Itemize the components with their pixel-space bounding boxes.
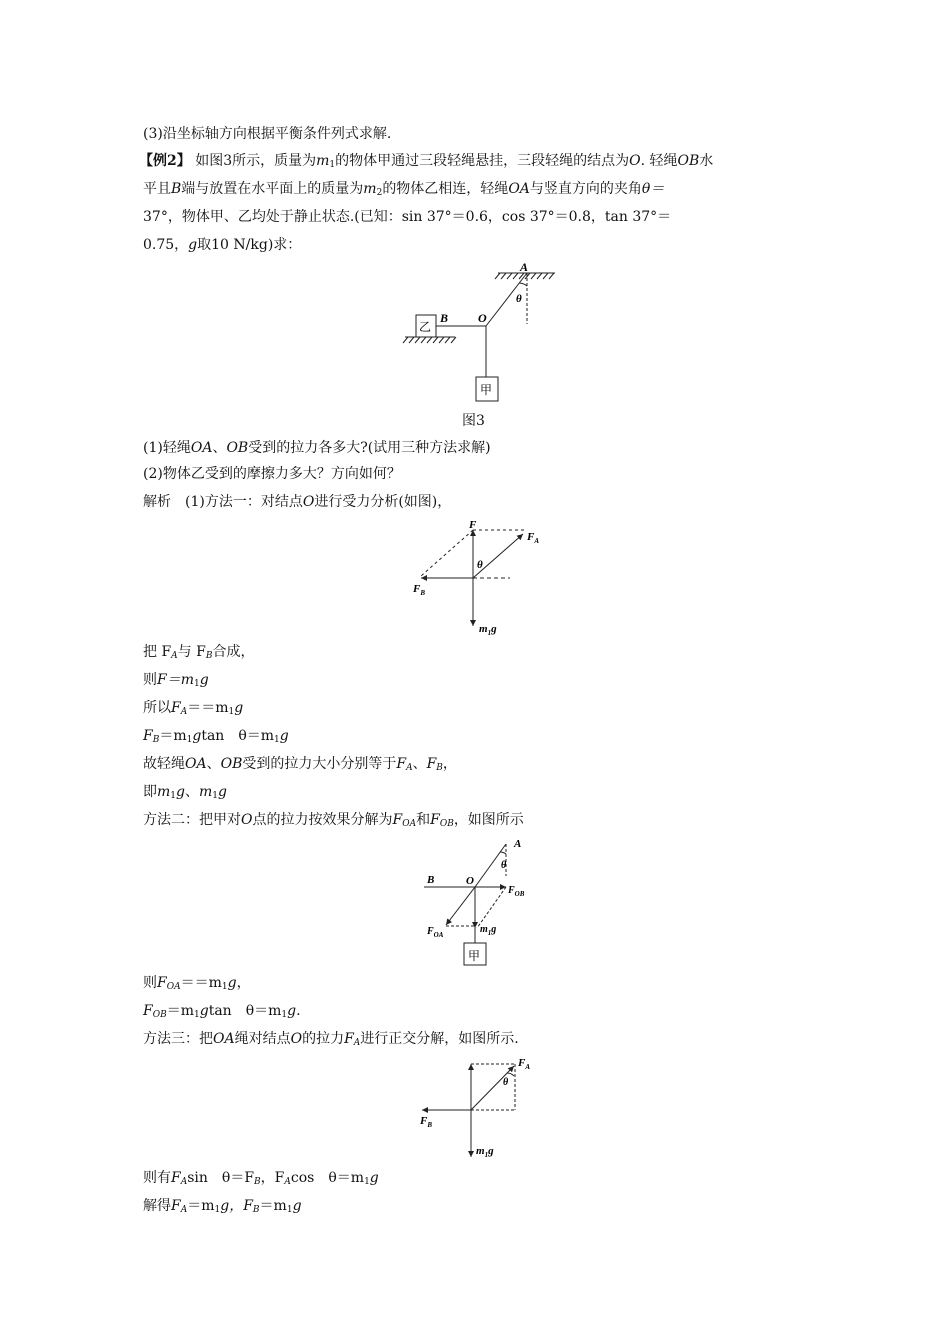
question-2: (2)物体乙受到的摩擦力多大？方向如何？ bbox=[143, 466, 401, 482]
method-3-step-1: 则有$F_A\sin$ $\theta=F_B$，$F_A\cos$ $\theta=m_1g$ bbox=[143, 1170, 379, 1187]
method-3-head: 方法三：把OA绳对结点O的拉力$F_A$进行正交分解，如图所示. bbox=[143, 1031, 519, 1048]
example-line-2: 平且B端与放置在水平面上的质量为$m_2$的物体乙相连，轻绳OA与竖直方向的夹角θ＝ bbox=[143, 181, 665, 198]
fig3b-label-theta: θ bbox=[503, 1077, 509, 1088]
fig1-label-fb: $F_B$ bbox=[413, 583, 426, 597]
example-line-4: 0.75，g取10 N/kg)求： bbox=[143, 237, 302, 253]
fig3-label-a: A bbox=[520, 262, 529, 274]
force-diagram-3 bbox=[410, 1054, 550, 1164]
fig1-label-fa: $F_A$ bbox=[527, 531, 540, 545]
fig2-box-jia: 甲 bbox=[468, 949, 481, 963]
step-4: $F_B=m_1gtan$ $\theta=m_1g$ bbox=[143, 728, 289, 745]
fig3b-label-fb: $F_B$ bbox=[420, 1115, 433, 1129]
question-1: (1)轻绳OA、OB受到的拉力各多大?(试用三种方法求解) bbox=[143, 440, 491, 456]
example-line-3: 37°，物体甲、乙均处于静止状态.(已知：sin 37°＝0.6，cos 37°＝0.8，tan 37°＝ bbox=[143, 209, 672, 225]
method-3-step-2: 解得$F_A=m_1g$，$F_B=m_1g$ bbox=[143, 1198, 302, 1215]
box-jia-label: 甲 bbox=[480, 383, 493, 397]
fig2-label-fob: $F_{OB}$ bbox=[508, 885, 525, 898]
fig1-label-f: F bbox=[469, 519, 477, 531]
box-yi-label: 乙 bbox=[419, 320, 432, 334]
fig2-label-o: O bbox=[466, 875, 474, 887]
fig2-label-b: B bbox=[427, 874, 435, 886]
method-2-step-2: $F_{OB}=m_1gtan$ $\theta=m_1g$. bbox=[143, 1003, 301, 1020]
step-1: 把 $F_A$与 $F_B$合成， bbox=[143, 644, 255, 661]
step-3: 所以$F_A==m_1g$ bbox=[143, 700, 244, 717]
fig1-label-m1g: $m_1g$ bbox=[479, 623, 497, 637]
example-tag: 【例2】 bbox=[139, 153, 191, 169]
fig3b-label-fa: $F_A$ bbox=[518, 1057, 531, 1071]
solution-head: 解析 (1)方法一：对结点O进行受力分析(如图)， bbox=[143, 494, 452, 510]
fig3b-label-m1g: $m_1g$ bbox=[476, 1145, 494, 1159]
fig3-label-o: O bbox=[478, 311, 487, 325]
intro-step: (3)沿坐标轴方向根据平衡条件列式求解. bbox=[143, 126, 392, 142]
step-6: 即$m_1g$、$m_1g$ bbox=[143, 784, 227, 801]
step-2: 则$F=m_1g$ bbox=[143, 672, 209, 689]
step-5: 故轻绳OA、OB受到的拉力大小分别等于$F_A$、$F_B$， bbox=[143, 756, 457, 773]
fig2-label-theta: θ bbox=[501, 860, 507, 871]
force-diagram-2 bbox=[420, 836, 540, 968]
fig2-label-a: A bbox=[514, 838, 522, 850]
fig2-label-foa: $F_{OA}$ bbox=[427, 926, 444, 939]
force-diagram-1 bbox=[405, 518, 555, 638]
fig3-label-theta: θ bbox=[516, 293, 522, 305]
figure-3-caption: 图3 bbox=[462, 413, 485, 429]
example-line-1: 【例2】 如图3所示，质量为$m_1$的物体甲通过三段轻绳悬挂，三段轻绳的结点为O. 轻绳OB水 bbox=[139, 153, 714, 170]
method-2-head: 方法二：把甲对O点的拉力按效果分解为$F_{OA}$和$F_{OB}$，如图所示 bbox=[143, 812, 524, 829]
fig3-label-b: B bbox=[440, 311, 449, 325]
fig1-label-theta: θ bbox=[477, 559, 483, 571]
figure-3 bbox=[400, 262, 570, 407]
method-2-step-1: 则$F_{OA}==m_1g$， bbox=[143, 975, 251, 992]
fig2-label-m1g: $m_1g$ bbox=[480, 924, 497, 937]
